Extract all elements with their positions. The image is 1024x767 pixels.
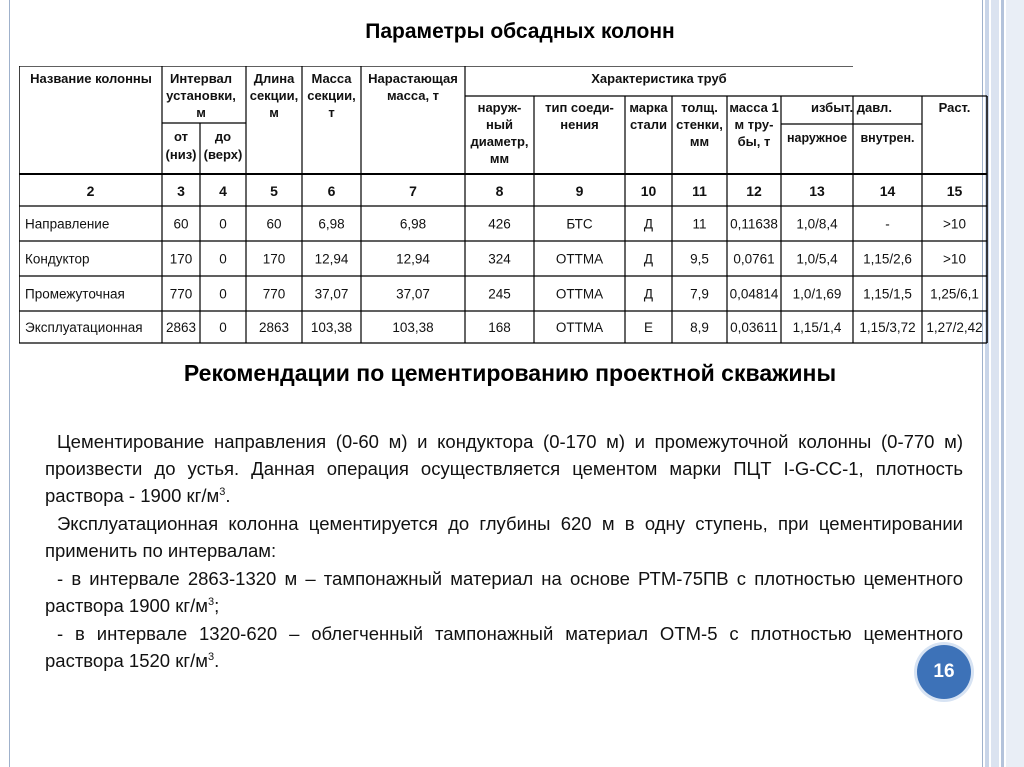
col-header-connection-type: нения <box>560 117 599 132</box>
table-cell: ОТТМА <box>555 320 604 335</box>
paragraph-3: - в интервале 2863-1320 м – тампонажный материал на основе РТМ-75ПВ с плотностью цементного раствора 1900 $кг/м^3$; <box>45 568 963 616</box>
col-header-mass-per-meter: бы, т <box>737 134 771 149</box>
table-cell: 7,9 <box>690 286 709 302</box>
table-cell: 11 <box>692 216 707 232</box>
col-number: 12 <box>746 183 762 199</box>
table-cell: Д <box>643 216 654 232</box>
table-cell: 0 <box>219 216 227 232</box>
table-cell: 6,98 <box>399 216 427 232</box>
table-cell: 60 <box>266 216 282 232</box>
table-cell: 1,15/3,72 <box>859 320 916 335</box>
table-cell: 12,94 <box>396 251 430 267</box>
table-cell: 170 <box>169 251 193 267</box>
col-header-pipe-characteristics: Характеристика труб <box>591 71 727 86</box>
table-cell: 0 <box>219 320 227 335</box>
table-cell: 1,15/1,4 <box>792 320 842 335</box>
col-header-connection-type: тип соеди- <box>545 100 614 115</box>
page-number-badge: 16 <box>917 645 971 699</box>
table-cell: >10 <box>943 216 966 232</box>
col-header-length: м <box>269 105 279 120</box>
col-header-mass: Масса <box>311 71 352 86</box>
col-header-steel-grade: марка <box>629 100 668 115</box>
table-cell: 168 <box>488 320 511 335</box>
col-number: 9 <box>575 183 584 199</box>
row-name: Направление <box>25 216 110 232</box>
col-header-from: от <box>174 129 188 144</box>
col-header-outer-diameter: наруж- <box>477 100 522 115</box>
table-cell: 103,38 <box>392 320 434 335</box>
table-cell: ОТТМА <box>555 251 604 267</box>
row-name: Промежуточная <box>25 286 125 302</box>
table-cell: БТС <box>566 216 593 232</box>
col-header-mass-per-meter: масса 1 <box>729 100 779 115</box>
table-cell: 1,25/6,1 <box>930 286 979 302</box>
col-number: 5 <box>270 183 278 199</box>
table-cell: ОТТМА <box>555 286 604 302</box>
col-number: 4 <box>219 183 227 199</box>
table-cell: 1,0/8,4 <box>796 216 838 232</box>
table-cell: 770 <box>262 286 286 302</box>
table-cell: 6,98 <box>318 216 345 232</box>
col-number: 11 <box>692 183 707 199</box>
col-header-to: (верх) <box>203 147 243 162</box>
table-cell: 426 <box>488 216 511 232</box>
table-cell: 2863 <box>165 320 197 335</box>
col-header-inner-pressure: внутрен. <box>860 131 915 145</box>
table-cell: 0,0761 <box>733 251 775 267</box>
table-cell: 324 <box>488 251 511 267</box>
table-cell: 0,03611 <box>730 320 778 335</box>
table-cell: 245 <box>488 286 511 302</box>
col-number: 13 <box>809 183 825 199</box>
col-header-cumulative-mass: масса, т <box>386 88 440 103</box>
paragraph-1: Цементирование направления (0-60 м) и кондуктора (0-170 м) и промежуточной колонны (0-770 м) произвести до устья. Данная операция осуществляется цементом марки ПЦТ I-G-СС-1, плотность раствора - 1900 $кг/м^3$. <box>45 431 963 506</box>
slide-title: Параметры обсадных колонн <box>365 20 675 43</box>
col-header-length: секции, <box>249 88 299 103</box>
col-header-outer-diameter: мм <box>489 151 510 166</box>
table-cell: 0 <box>219 286 227 302</box>
section-subtitle: Рекомендации по цементированию проектной скважины <box>183 360 837 386</box>
col-number: 15 <box>946 183 963 199</box>
col-header-outer-diameter: ный <box>486 117 513 132</box>
table-cell: 1,0/1,69 <box>792 286 842 302</box>
row-name: Эксплуатационная <box>25 320 143 335</box>
table-cell: 0,04814 <box>729 286 779 302</box>
col-number: 6 <box>327 183 336 199</box>
table-cell: Д <box>643 286 654 302</box>
col-number: 2 <box>86 183 95 199</box>
col-header-interval: установки, <box>166 88 236 103</box>
table-cell: 1,0/5,4 <box>796 251 838 267</box>
col-number: 8 <box>495 183 504 199</box>
col-header-wall-thickness: стенки, <box>676 117 723 132</box>
col-header-outer-diameter: диаметр, <box>470 134 529 149</box>
col-header-excess-pressure: избыт. давл. <box>811 100 892 115</box>
casing-table <box>19 66 989 346</box>
col-header-length: Длина <box>253 71 295 86</box>
table-cell: 9,5 <box>690 251 709 267</box>
table-cell: 37,07 <box>314 286 349 302</box>
col-header-steel-grade: стали <box>629 117 668 132</box>
col-header-wall-thickness: толщ. <box>681 100 718 115</box>
col-number: 14 <box>879 183 896 199</box>
col-header-cumulative-mass: Нарастающая <box>368 71 458 86</box>
table-cell: 1,15/2,6 <box>863 251 912 267</box>
col-header-mass: т <box>328 105 335 120</box>
table-cell: 2863 <box>258 320 290 335</box>
col-header-name: Название колонны <box>30 71 152 86</box>
col-number: 3 <box>177 183 185 199</box>
row-name: Кондуктор <box>25 251 90 267</box>
table-cell: 37,07 <box>396 286 430 302</box>
paragraph-2: Эксплуатационная колонна цементируется до глубины 620 м в одну ступень, при цементировании применить по интервалам: <box>45 513 963 561</box>
col-header-from: (низ) <box>165 147 197 162</box>
col-header-to: до <box>214 129 232 144</box>
col-header-interval: Интервал <box>169 71 233 86</box>
table-cell: 0 <box>219 251 227 267</box>
col-header-interval: м <box>196 105 206 120</box>
col-header-outer-pressure: наружное <box>786 131 848 145</box>
col-number: 7 <box>409 183 417 199</box>
table-cell: 60 <box>173 216 189 232</box>
table-cell: 1,15/1,5 <box>863 286 912 302</box>
paragraph-4: - в интервале 1320-620 – облегченный тампонажный материал ОТМ-5 с плотностью цементного раствора 1520 $кг/м^3$. <box>45 623 963 671</box>
table-cell: 103,38 <box>310 320 353 335</box>
table-cell: 8,9 <box>690 320 709 335</box>
table-cell: Е <box>643 320 654 335</box>
col-number: 10 <box>640 183 657 199</box>
table-cell: 12,94 <box>314 251 349 267</box>
col-header-tension: Раст. <box>938 100 971 115</box>
table-cell: 0,11638 <box>730 216 778 232</box>
casing-table-svg <box>19 66 989 346</box>
table-cell: >10 <box>943 251 966 267</box>
col-header-wall-thickness: мм <box>689 134 710 149</box>
table-cell: 1,27/2,42 <box>926 320 983 335</box>
col-header-mass-per-meter: м тру- <box>734 117 774 132</box>
table-cell: - <box>885 216 890 232</box>
col-header-mass: секции, <box>307 88 356 103</box>
table-cell: 770 <box>169 286 193 302</box>
table-cell: 170 <box>262 251 286 267</box>
table-cell: Д <box>643 251 654 267</box>
recommendations-text <box>45 428 963 675</box>
